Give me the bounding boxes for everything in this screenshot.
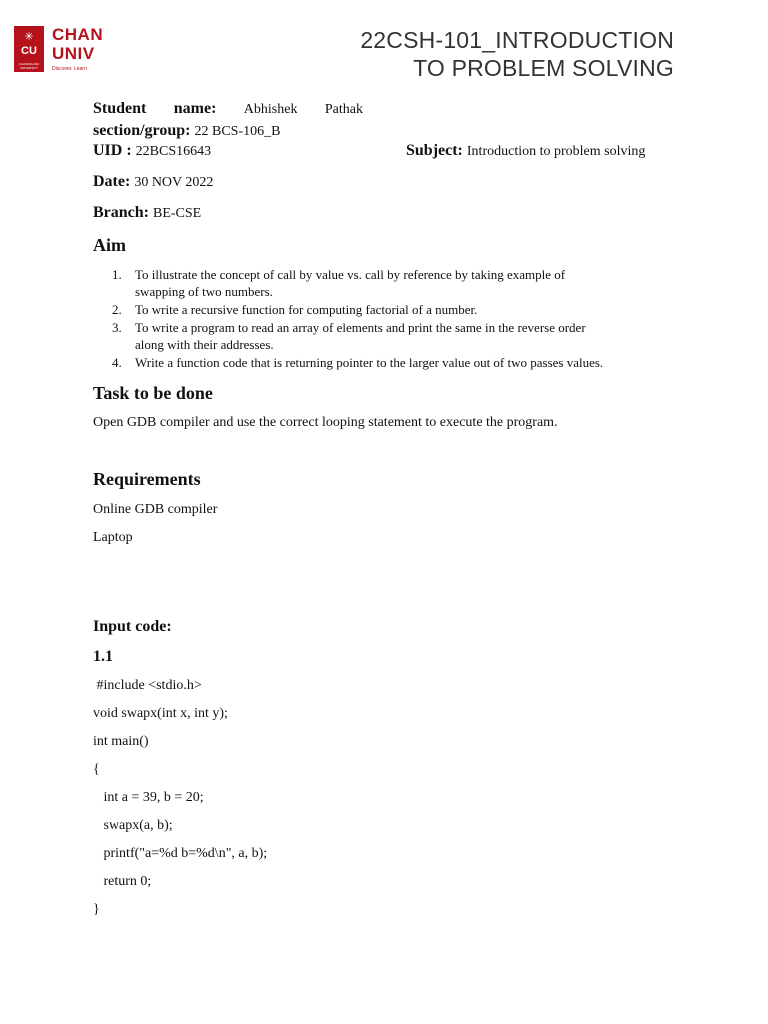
course-title-line1: 22CSH-101_INTRODUCTION xyxy=(360,27,674,53)
list-item xyxy=(93,266,663,300)
uid-row xyxy=(93,142,211,160)
requirement-item: Laptop xyxy=(93,530,133,545)
student-label: Student xyxy=(93,100,147,117)
student-last-name: Pathak xyxy=(324,102,363,117)
date-value: 30 NOV 2022 xyxy=(134,175,214,190)
task-text: Open GDB compiler and use the correct looping statement to execute the program. xyxy=(93,415,558,430)
name-label: name: xyxy=(173,100,217,117)
list-item-text-continued: along with their addresses. xyxy=(135,337,274,352)
code-line: printf("a=%d b=%d\n", a, b); xyxy=(93,846,268,861)
logo-word-line1: CHAN xyxy=(52,25,104,44)
course-title-line2: TO PROBLEM SOLVING xyxy=(413,55,674,81)
university-emblem xyxy=(14,26,44,72)
uid-label: UID : xyxy=(93,142,132,159)
logo-word-line2: UNIV xyxy=(52,44,95,63)
aim-heading: Aim xyxy=(93,235,126,255)
list-item-number: 3. xyxy=(112,320,122,335)
list-item xyxy=(93,354,663,371)
code-section-number: 1.1 xyxy=(93,648,113,665)
task-heading: Task to be done xyxy=(93,383,213,403)
subject-label: Subject: xyxy=(406,142,463,159)
list-item-text: Write a function code that is returning pointer to the larger value out of two passes values. xyxy=(135,355,604,370)
code-line: void swapx(int x, int y); xyxy=(93,706,228,721)
uid-value: 22BCS16643 xyxy=(135,144,212,159)
subject-row xyxy=(406,142,645,160)
requirements-heading: Requirements xyxy=(93,469,201,489)
student-first-name: Abhishek xyxy=(243,102,298,117)
date-label: Date: xyxy=(93,173,131,190)
code-line: int main() xyxy=(93,734,149,749)
list-item-text: To write a program to read an array of elements and print the same in the reverse order xyxy=(135,320,586,335)
emblem-text: CU xyxy=(21,45,37,57)
branch-label: Branch: xyxy=(93,204,149,221)
code-line: #include <stdio.h> xyxy=(93,678,202,693)
course-title xyxy=(360,26,674,82)
code-line: int a = 39, b = 20; xyxy=(93,790,204,805)
aim-list xyxy=(93,266,663,372)
code-line: } xyxy=(93,902,100,917)
logo-tagline: Discover. Learn xyxy=(52,66,87,72)
list-item-number: 2. xyxy=(112,302,122,317)
list-item-text-continued: swapping of two numbers. xyxy=(135,284,273,299)
date-row xyxy=(93,173,213,191)
code-line: swapx(a, b); xyxy=(93,818,173,833)
branch-value: BE-CSE xyxy=(153,206,202,221)
university-logo xyxy=(14,25,104,74)
subject-value: Introduction to problem solving xyxy=(466,144,646,159)
section-value: 22 BCS-106_B xyxy=(194,124,281,139)
code-block xyxy=(93,676,267,928)
input-code-heading: Input code: xyxy=(93,618,172,635)
code-line: return 0; xyxy=(93,874,152,889)
branch-row xyxy=(93,204,201,222)
student-name-row xyxy=(93,100,363,118)
emblem-star-icon: ✳ xyxy=(24,31,34,43)
requirement-item: Online GDB compiler xyxy=(93,502,218,517)
list-item xyxy=(93,319,663,353)
code-line: { xyxy=(93,762,100,777)
list-item-number: 4. xyxy=(112,355,122,370)
list-item-number: 1. xyxy=(112,267,122,282)
section-label: section/group: xyxy=(93,122,191,139)
list-item xyxy=(93,301,663,318)
emblem-caption: CHANDIGARH UNIVERSITY xyxy=(18,62,40,70)
list-item-text: To illustrate the concept of call by value vs. call by reference by taking example of xyxy=(135,267,566,282)
list-item-text: To write a recursive function for computing factorial of a number. xyxy=(135,302,478,317)
section-row xyxy=(93,122,280,140)
